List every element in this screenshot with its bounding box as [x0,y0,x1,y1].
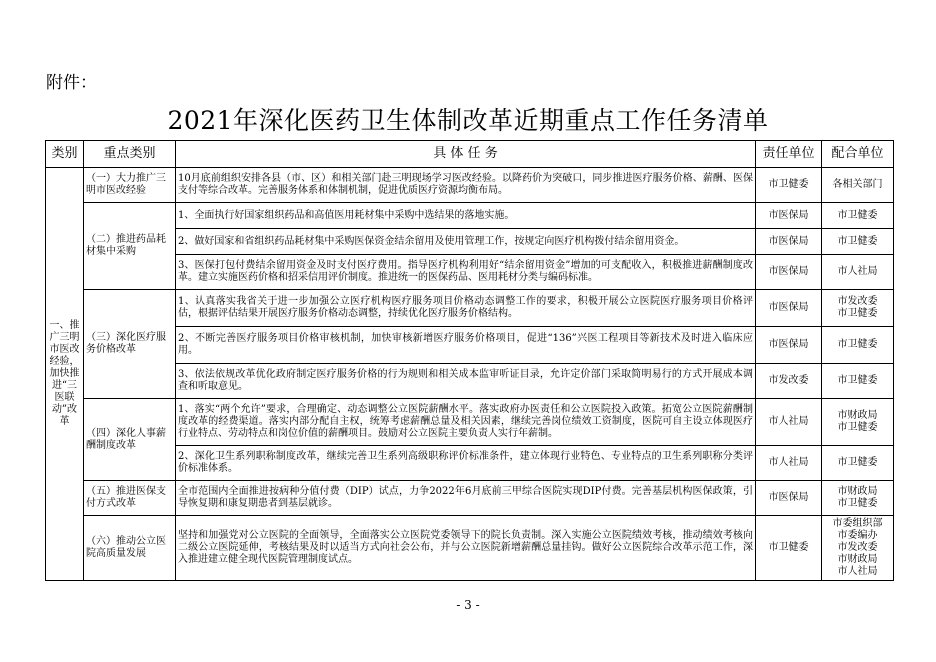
document-title: 2021年深化医药卫生体制改革近期重点工作任务清单 [167,106,769,135]
header-task: 具 体 任 务 [176,141,756,168]
cooperating-cell: 各相关部门 [822,168,894,203]
cooperating-cell: 市财政局 市卫健委 [822,399,894,446]
header-cooperating: 配合单位 [822,141,894,168]
task-cell: 2、深化卫生系列职称制度改革，继续完善卫生系列高级职称评价标准条件，建立体现行业特色、专业特点的卫生系列职称分类评价标准体系。 [176,446,756,481]
responsible-cell: 市医保局 [756,203,822,229]
key-type-cell: （三）深化医疗服务价格改革 [84,290,176,399]
key-type-cell: （一）大力推广三明市医改经验 [84,168,176,203]
cooperating-cell: 市卫健委 [822,327,894,364]
cooperating-cell: 市财政局 市卫健委 [822,481,894,516]
responsible-cell: 市人社局 [756,399,822,446]
responsible-cell: 市人社局 [756,446,822,481]
responsible-cell: 市医保局 [756,229,822,255]
responsible-cell: 市卫健委 [756,516,822,581]
task-cell: 2、不断完善医疗服务项目价格审核机制，加快审核新增医疗服务价格项目，促进“136”兴医工程项目等新技术及时进入临床应用。 [176,327,756,364]
key-type-cell: （六）推动公立医院高质量发展 [84,516,176,581]
task-cell: 10月底前组织安排各县（市、区）和相关部门赴三明现场学习医改经验。以降药价为突破口，同步推进医疗服务价格、薪酬、医保支付等综合改革。完善服务体系和体制机制，促进优质医疗资源均衡布局。 [176,168,756,203]
task-cell: 3、依法依规改革优化政府制定医疗服务价格的行为规则和相关成本监审听证目录，允许定价部门采取简明易行的方式开展成本调查和听取意见。 [176,364,756,399]
cooperating-cell: 市卫健委 [822,364,894,399]
responsible-cell: 市发改委 [756,364,822,399]
table-row [46,290,894,327]
task-cell: 1、落实“两个允许”要求，合理确定、动态调整公立医院薪酬水平。落实政府办医责任和公立医院投入政策。拓宽公立医院薪酬制度改革的经费渠道。落实内部分配自主权，统筹考虑薪酬总量及相关因素，继续完善岗位绩效工资制度，医院可自主设立体现医疗行业特点、劳动特点和岗位价值的薪酬项目。鼓励对公立医院主要负责人实行年薪制。 [176,399,756,446]
responsible-cell: 市卫健委 [756,168,822,203]
task-cell: 1、全面执行好国家组织药品和高值医用耗材集中采购中选结果的落地实施。 [176,203,756,229]
table-row [46,203,894,229]
task-cell: 1、认真落实我省关于进一步加强公立医疗机构医疗服务项目价格动态调整工作的要求，积极开展公立医院医疗服务项目价格评估，根据评估结果开展医疗服务价格动态调整，持续优化医疗服务价格结构。 [176,290,756,327]
task-cell: 全市范围内全面推进按病种分值付费（DIP）试点，力争2022年6月底前三甲综合医院实现DIP付费。完善基层机构医保政策，引导恢复期和康复期患者到基层就诊。 [176,481,756,516]
header-responsible: 责任单位 [756,141,822,168]
task-table [45,140,894,581]
task-cell: 2、做好国家和省组织药品耗材集中采购医保资金结余留用及使用管理工作，按规定向医疗机构拨付结余留用资金。 [176,229,756,255]
key-type-cell: （四）深化人事薪酬制度改革 [84,399,176,481]
header-category: 类别 [46,141,84,168]
cooperating-cell: 市卫健委 [822,446,894,481]
table-header-row [46,141,894,168]
responsible-cell: 市医保局 [756,327,822,364]
cooperating-cell: 市发改委 市卫健委 [822,290,894,327]
task-cell: 坚持和加强党对公立医院的全面领导，全面落实公立医院党委领导下的院长负责制。深入实施公立医院绩效考核，推动绩效考核向二级公立医院延伸，考核结果及时以适当方式向社会公布，并与公立医院新增薪酬总量挂钩。做好公立医院综合改革示范工作，深入推进建立健全现代医院管理制度试点。 [176,516,756,581]
key-type-cell: （五）推进医保支付方式改革 [84,481,176,516]
cooperating-cell: 市委组织部 市委编办 市发改委 市财政局 市人社局 [822,516,894,581]
header-key-type: 重点类别 [84,141,176,168]
responsible-cell: 市医保局 [756,290,822,327]
table-row [46,399,894,446]
table-row [46,481,894,516]
key-type-cell: （二）推进药品耗材集中采购 [84,203,176,290]
cooperating-cell: 市卫健委 [822,229,894,255]
page-number: - 3 - [456,598,480,612]
responsible-cell: 市医保局 [756,481,822,516]
table-row [46,516,894,581]
category-cell: 一、推广三明市医改经验，加快推进“三医联动”改革 [46,168,84,581]
cooperating-cell: 市卫健委 [822,203,894,229]
task-cell: 3、医保打包付费结余留用资金及时支付医疗费用。指导医疗机构利用好“结余留用资金”增加的可支配收入，积极推进薪酬制度改革。建立实施医药价格和招采信用评价制度。推进统一的医保药品、医用耗材分类与编码标准。 [176,255,756,290]
cooperating-cell: 市人社局 [822,255,894,290]
responsible-cell: 市医保局 [756,255,822,290]
table-row [46,168,894,203]
attachment-label: 附件： [46,73,97,93]
